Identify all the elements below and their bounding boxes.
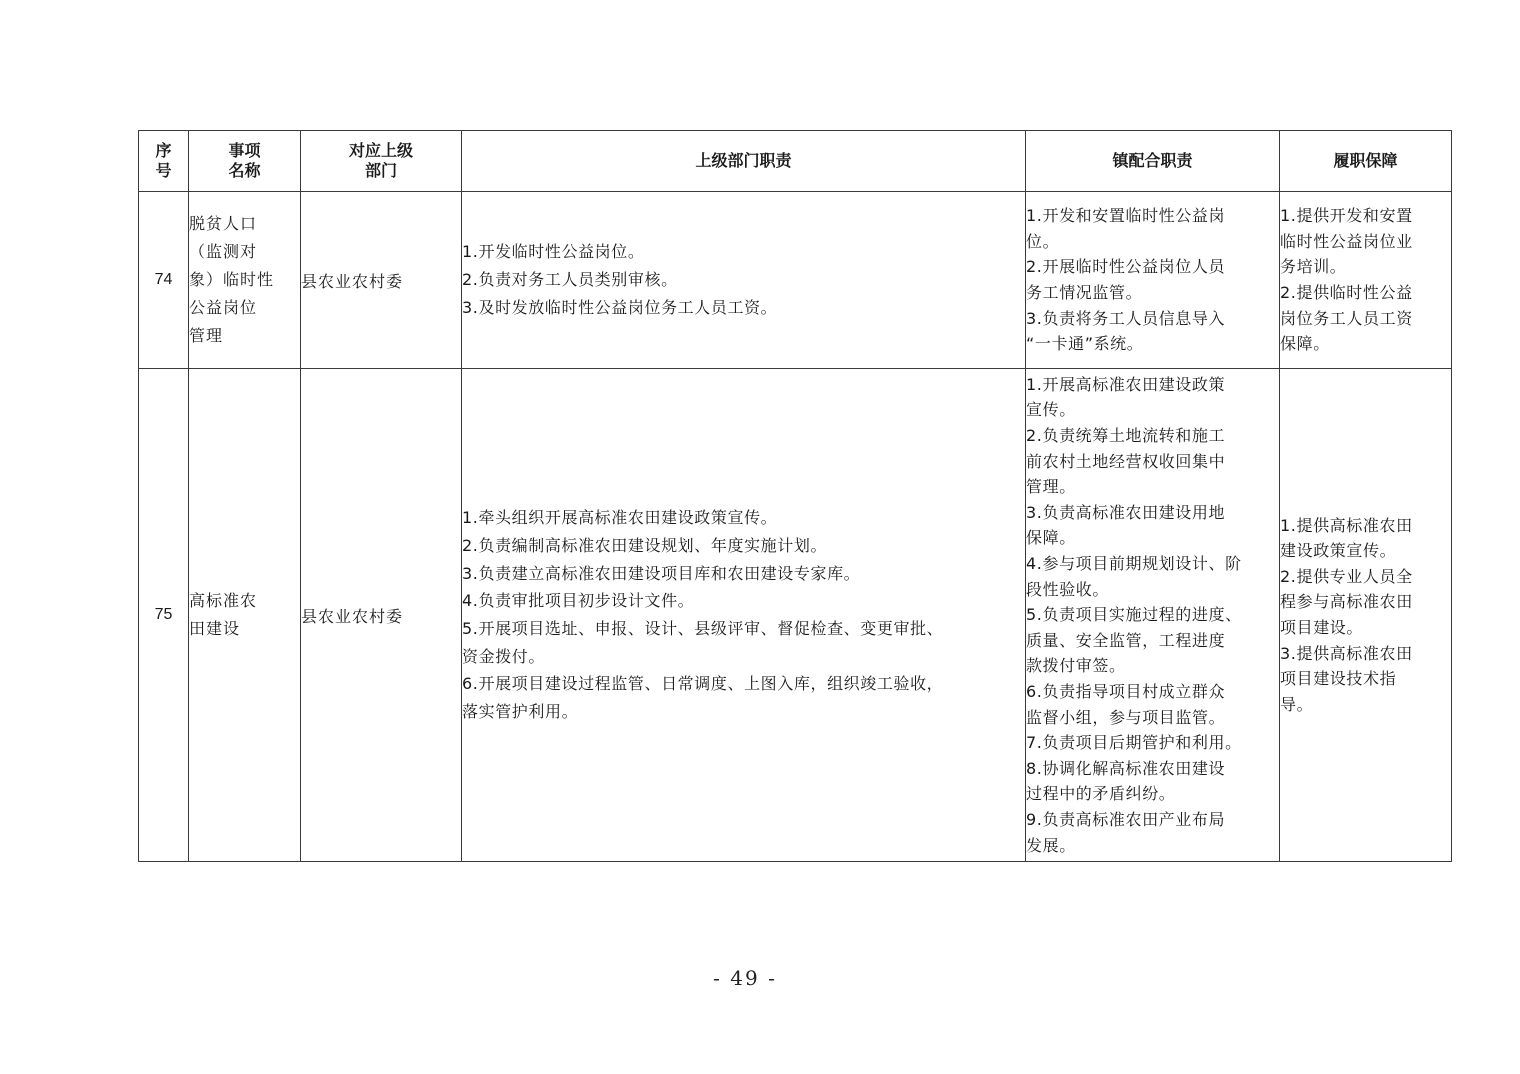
list-item: 1.开发和安置临时性公益岗 [1026,206,1226,226]
list-item: 岗位务工人员工资 [1280,308,1413,328]
list-item: 临时性公益岗位业 [1280,231,1413,251]
list-item: 款拨付审签。 [1026,656,1126,676]
list-item: 4.参与项目前期规划设计、阶 [1026,554,1242,574]
list-item: 1.牵头组织开展高标准农田建设政策宣传。 [462,508,778,528]
list-item: 保障。 [1026,528,1076,548]
list-item: 1.提供开发和安置 [1280,206,1413,226]
header-item-name: 事项 名称 [189,131,301,192]
list-item: 3.负责高标准农田建设用地 [1026,502,1226,522]
list-item: 3.负责建立高标准农田建设项目库和农田建设专家库。 [462,563,861,583]
list-item: 位。 [1026,231,1060,251]
row-guarantee [1280,369,1452,862]
list-item: 7.负责项目后期管护和利用。 [1026,733,1242,753]
list-item: 发展。 [1026,835,1076,855]
list-item: 1.提供高标准农田 [1280,515,1413,535]
list-item: 前农村土地经营权收回集中 [1026,451,1226,471]
row-upper-duties [462,192,1026,369]
list-item: 过程中的矛盾纠纷。 [1026,784,1176,804]
list-item: 项目建设技术指 [1280,669,1397,689]
list-item: 程参与高标准农田 [1280,592,1413,612]
list-item: 8.协调化解高标准农田建设 [1026,758,1226,778]
responsibility-table [138,130,1452,862]
table-row [139,369,1452,862]
row-item-name: 脱贫人口 （监测对 象）临时性 公益岗位 管理 [189,192,301,369]
list-item: 2.负责对务工人员类别审核。 [462,270,678,290]
header-town-duties: 镇配合职责 [1026,131,1280,192]
list-item: 1.开展高标准农田建设政策 [1026,374,1226,394]
list-item: 2.开展临时性公益岗位人员 [1026,257,1226,277]
list-item: 宣传。 [1026,400,1076,420]
list-item: 监督小组，参与项目监管。 [1026,707,1226,727]
header-guarantee: 履职保障 [1280,131,1452,192]
list-item: 3.及时发放临时性公益岗位务工人员工资。 [462,297,778,317]
list-item: 1.开发临时性公益岗位。 [462,242,645,262]
list-item: 项目建设。 [1280,618,1364,637]
list-item: 4.负责审批项目初步设计文件。 [462,591,695,611]
list-item: 务培训。 [1280,257,1347,277]
list-item: 2.提供临时性公益 [1280,283,1413,302]
row-upper-duties [462,369,1026,862]
list-item: 2.负责编制高标准农田建设规划、年度实施计划。 [462,535,828,555]
list-item: 5.开展项目选址、申报、设计、县级评审、督促检查、变更审批、 [462,619,944,638]
page-number: - 49 - [713,966,777,990]
row-seq: 74 [139,192,189,369]
list-item: 3.提供高标准农田 [1280,643,1413,663]
list-item: “一卡通”系统。 [1026,334,1144,354]
list-item: 2.负责统筹土地流转和施工 [1026,426,1226,446]
list-item: 2.提供专业人员全 [1280,566,1413,586]
row-upper-dept: 县农业农村委 [301,369,462,862]
row-item-name: 高标准农 田建设 [189,369,301,862]
list-item: 段性验收。 [1026,579,1110,599]
header-upper-dept: 对应上级 部门 [301,131,462,192]
header-seq: 序 号 [139,131,189,192]
list-item: 5.负责项目实施过程的进度、 [1026,605,1242,625]
list-item: 保障。 [1280,334,1330,354]
row-town-duties [1026,192,1280,369]
table-header-row [139,131,1452,192]
list-item: 6.开展项目建设过程监管、日常调度、上图入库，组织竣工验收， [462,674,944,694]
list-item: 导。 [1280,694,1314,714]
list-item: 资金拨付。 [462,646,546,666]
table-body [139,192,1452,862]
list-item: 管理。 [1026,477,1076,497]
list-item: 务工情况监管。 [1026,283,1143,302]
header-upper-duties: 上级部门职责 [462,131,1026,192]
row-town-duties [1026,369,1280,862]
list-item: 3.负责将务工人员信息导入 [1026,308,1226,328]
row-guarantee [1280,192,1452,369]
list-item: 落实管护利用。 [462,702,579,722]
list-item: 质量、安全监管，工程进度 [1026,630,1226,650]
row-seq: 75 [139,369,189,862]
list-item: 6.负责指导项目村成立群众 [1026,681,1226,701]
list-item: 建设政策宣传。 [1280,541,1397,561]
list-item: 9.负责高标准农田产业布局 [1026,809,1226,829]
row-upper-dept: 县农业农村委 [301,192,462,369]
table-row [139,192,1452,369]
